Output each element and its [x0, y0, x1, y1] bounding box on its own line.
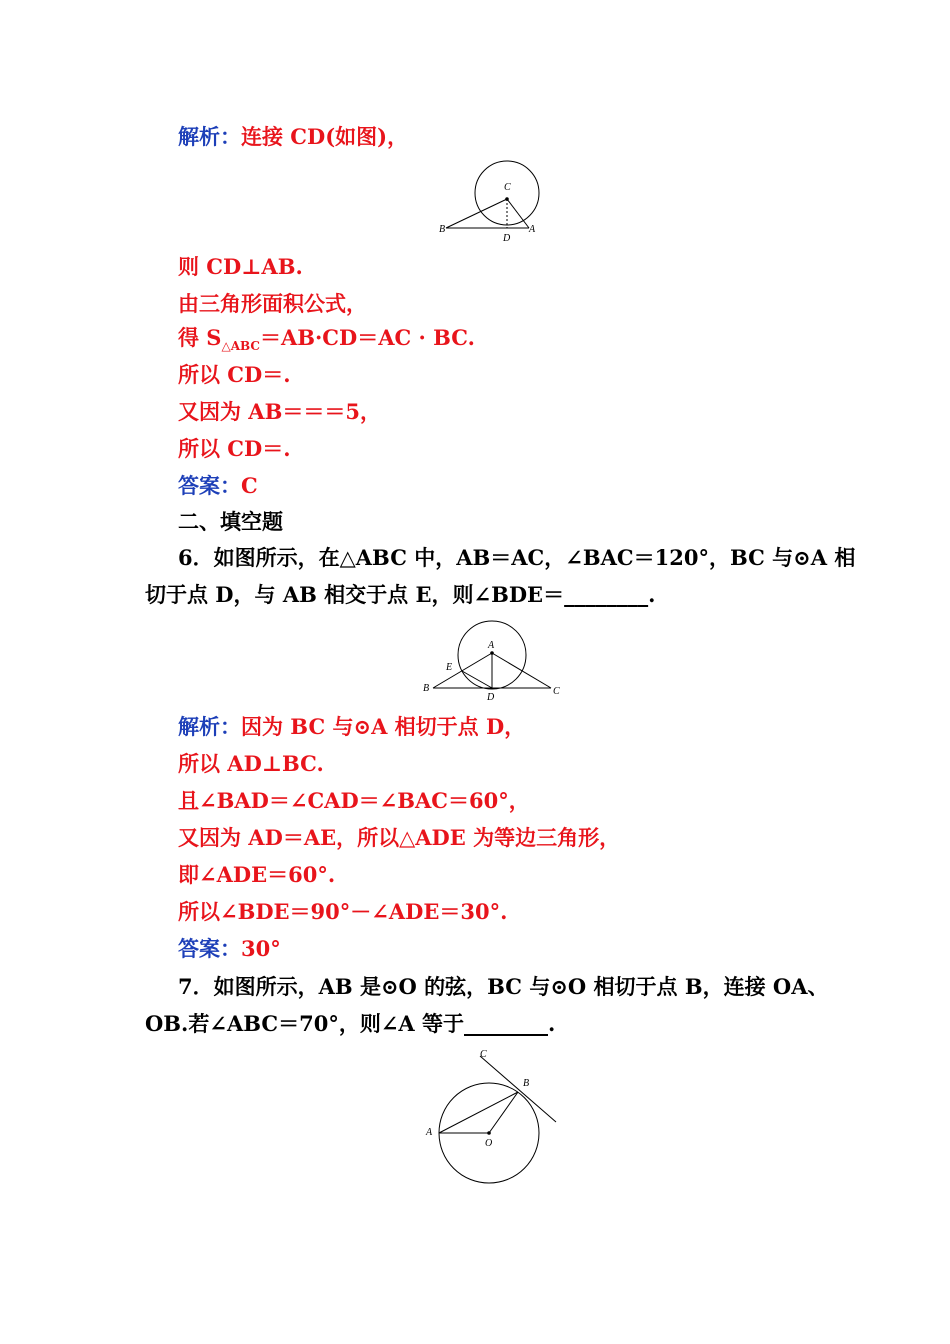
q6-solution-line-3: 又因为 AD＝AE，所以△ADE 为等边三角形，	[178, 825, 621, 850]
section-heading: 二、填空题	[178, 509, 283, 534]
q7-line-1: 7．如图所示，AB 是⊙O 的弦，BC 与⊙O 相切于点 B，连接 OA、	[178, 974, 829, 999]
label-c: C	[553, 686, 560, 697]
segment-ca	[507, 199, 529, 228]
chord-ab	[439, 1092, 518, 1133]
q6-line-2: 切于点 D，与 AB 相交于点 E，则∠BDE＝________.	[145, 582, 656, 607]
q6-line-1: 6．如图所示，在△ABC 中，AB＝AC，∠BAC＝120°，BC 与⊙A 相	[178, 545, 856, 570]
solution-area-formula	[178, 325, 475, 359]
label-a: A	[529, 224, 536, 235]
label-o: O	[485, 1138, 493, 1149]
figure-circle-cd	[430, 160, 550, 245]
label-c: C	[504, 182, 511, 193]
point-a	[490, 651, 494, 655]
point-c	[505, 197, 509, 201]
analysis-label: 解析：	[178, 124, 241, 149]
area-rest: ＝AB·CD＝AC · BC.	[259, 325, 475, 350]
answer-value: C	[241, 473, 258, 498]
q7-line-2: OB.若∠ABC＝70°，则∠A 等于________.	[145, 1011, 556, 1036]
label-a: A	[426, 1127, 433, 1138]
area-sub: △ABC	[221, 339, 260, 354]
q6-answer-label: 答案：	[178, 936, 241, 961]
label-e: E	[446, 662, 453, 673]
q6-solution-line-1: 所以 AD⊥BC.	[178, 751, 324, 776]
analysis-text: 连接 CD(如图)，	[241, 124, 409, 149]
solution-line-4: 又因为 AB＝＝＝5，	[178, 399, 381, 424]
answer-label: 答案：	[178, 473, 241, 498]
label-b: B	[423, 683, 430, 694]
area-prefix: 得 S	[178, 325, 222, 350]
label-d: D	[503, 233, 511, 244]
label-a: A	[488, 640, 495, 651]
q6-solution-line-4: 即∠ADE＝60°.	[178, 862, 336, 887]
solution-line-5: 所以 CD＝.	[178, 436, 291, 461]
q6-analysis-text: 因为 BC 与⊙A 相切于点 D，	[241, 714, 526, 739]
solution-line-3: 所以 CD＝.	[178, 362, 291, 387]
label-b: B	[439, 224, 446, 235]
figure-q6	[415, 615, 575, 705]
q6-solution-intro	[178, 714, 525, 740]
label-b: B	[523, 1078, 530, 1089]
radius-ob	[489, 1092, 518, 1133]
solution-intro	[178, 124, 408, 150]
figure-q7	[420, 1040, 570, 1190]
q6-answer-value: 30°	[241, 936, 281, 961]
q6-solution-line-2: 且∠BAD＝∠CAD＝∠BAC＝60°，	[178, 788, 530, 813]
point-o	[487, 1131, 491, 1135]
segment-ac	[492, 653, 551, 688]
answer-line-1	[178, 473, 258, 499]
solution-line-2: 由三角形面积公式，	[178, 291, 367, 316]
q6-analysis-label: 解析：	[178, 714, 241, 739]
q6-answer	[178, 936, 281, 962]
label-d: D	[487, 692, 495, 703]
label-c: C	[480, 1049, 487, 1060]
tangent-bc	[480, 1056, 556, 1122]
solution-line-1: 则 CD⊥AB.	[178, 254, 303, 279]
q6-solution-line-5: 所以∠BDE＝90°－∠ADE＝30°.	[178, 899, 508, 924]
